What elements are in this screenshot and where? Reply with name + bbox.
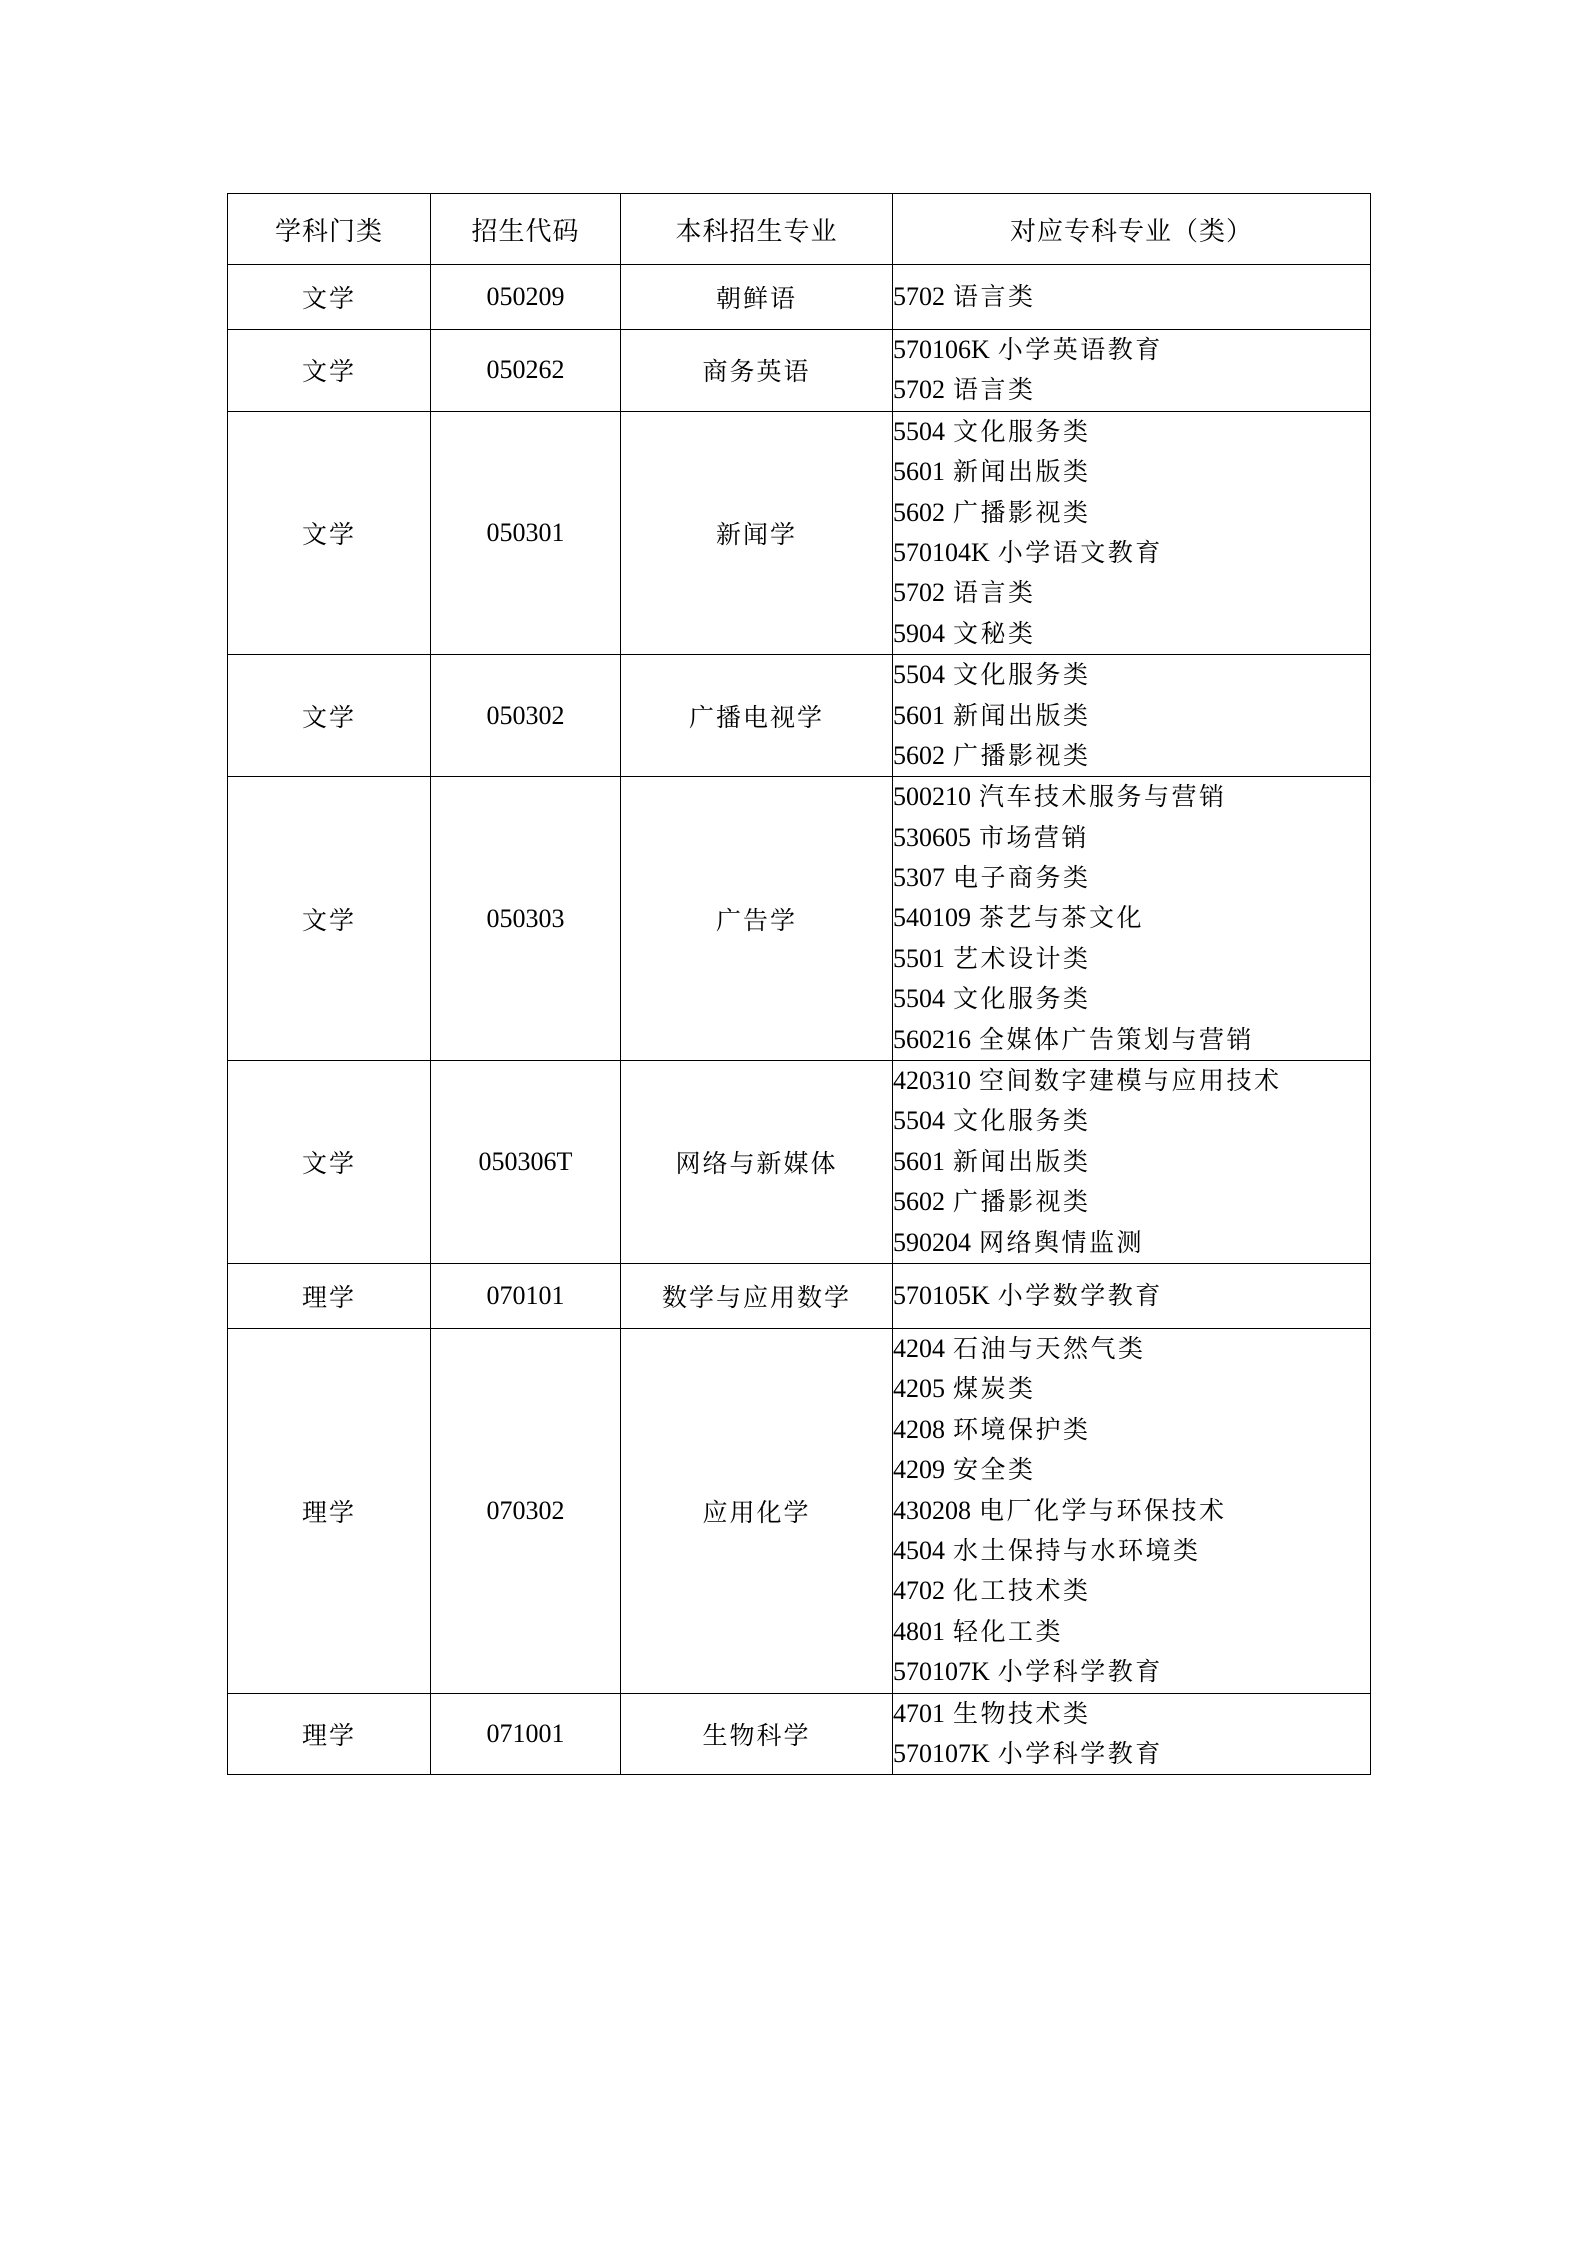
associate-item	[893, 858, 1370, 898]
cell-code: 050209	[431, 265, 621, 330]
cell-associate-list	[893, 411, 1371, 654]
associate-name: 生物技术类	[953, 1698, 1091, 1728]
associate-item	[893, 818, 1370, 858]
associate-name: 语言类	[953, 375, 1036, 405]
associate-name: 广播影视类	[953, 1187, 1091, 1217]
associate-code: 4209	[893, 1455, 945, 1485]
document-page	[227, 193, 1370, 1775]
associate-code: 570106K	[893, 335, 990, 364]
table-header	[228, 194, 1371, 265]
table-row	[228, 1061, 1371, 1264]
cell-category: 文学	[228, 330, 431, 412]
table-row	[228, 1328, 1371, 1693]
associate-item	[893, 777, 1370, 817]
associate-item	[893, 939, 1370, 979]
associate-name: 广播影视类	[953, 497, 1091, 527]
associate-name: 电厂化学与环保技术	[979, 1495, 1227, 1525]
associate-code: 5504	[893, 984, 945, 1014]
associate-item	[893, 493, 1370, 533]
associate-name: 新闻出版类	[953, 700, 1091, 730]
associate-item	[893, 1182, 1370, 1222]
associate-code: 560216	[893, 1024, 971, 1054]
associate-name: 小学数学教育	[997, 1280, 1163, 1310]
associate-name: 市场营销	[979, 822, 1090, 852]
cell-associate-list	[893, 1061, 1371, 1264]
associate-name: 安全类	[953, 1455, 1036, 1485]
cell-code: 050306T	[431, 1061, 621, 1264]
associate-name: 新闻出版类	[953, 1146, 1091, 1176]
cell-code: 071001	[431, 1693, 621, 1775]
associate-name: 网络舆情监测	[979, 1227, 1145, 1257]
cell-major: 商务英语	[621, 330, 893, 412]
cell-code: 070302	[431, 1328, 621, 1693]
associate-item	[893, 1410, 1370, 1450]
associate-code: 5602	[893, 740, 945, 770]
cell-major: 数学与应用数学	[621, 1263, 893, 1328]
cell-major: 朝鲜语	[621, 265, 893, 330]
associate-code: 4801	[893, 1616, 945, 1646]
cell-major: 广告学	[621, 777, 893, 1061]
associate-item	[893, 696, 1370, 736]
cell-category: 文学	[228, 655, 431, 777]
cell-category: 文学	[228, 411, 431, 654]
associate-name: 电子商务类	[953, 863, 1091, 893]
associate-code: 5601	[893, 1146, 945, 1176]
associate-code: 4504	[893, 1535, 945, 1565]
associate-code: 5702	[893, 578, 945, 608]
associate-name: 语言类	[953, 281, 1036, 311]
associate-code: 570107K	[893, 1657, 990, 1687]
associate-code: 4701	[893, 1698, 945, 1728]
associate-name: 汽车技术服务与营销	[979, 782, 1227, 812]
associate-item	[893, 330, 1370, 370]
table-row	[228, 655, 1371, 777]
associate-item	[893, 277, 1370, 317]
table-row	[228, 1263, 1371, 1328]
associate-code: 570105K	[893, 1280, 990, 1310]
associate-name: 茶艺与茶文化	[979, 903, 1145, 933]
associate-code: 4205	[893, 1374, 945, 1404]
associate-item	[893, 898, 1370, 938]
associate-item	[893, 1276, 1370, 1316]
cell-code: 050262	[431, 330, 621, 412]
cell-major: 应用化学	[621, 1328, 893, 1693]
table-row	[228, 330, 1371, 412]
associate-code: 4208	[893, 1414, 945, 1444]
associate-name: 水土保持与水环境类	[953, 1535, 1201, 1565]
associate-name: 全媒体广告策划与营销	[979, 1024, 1255, 1054]
associate-code: 5602	[893, 1187, 945, 1217]
cell-major: 网络与新媒体	[621, 1061, 893, 1264]
associate-name: 石油与天然气类	[953, 1333, 1146, 1363]
associate-name: 环境保护类	[953, 1414, 1091, 1444]
associate-item	[893, 1612, 1370, 1652]
associate-item	[893, 1694, 1370, 1734]
associate-code: 4204	[893, 1333, 945, 1363]
associate-code: 5504	[893, 1106, 945, 1136]
associate-item	[893, 412, 1370, 452]
associate-item	[893, 1734, 1370, 1774]
table-row	[228, 411, 1371, 654]
cell-major: 新闻学	[621, 411, 893, 654]
associate-name: 新闻出版类	[953, 457, 1091, 487]
associate-code: 5601	[893, 700, 945, 730]
cell-major: 广播电视学	[621, 655, 893, 777]
associate-code: 430208	[893, 1495, 971, 1525]
cell-category: 文学	[228, 777, 431, 1061]
associate-name: 文化服务类	[953, 416, 1091, 446]
associate-name: 小学科学教育	[997, 1738, 1163, 1768]
cell-major: 生物科学	[621, 1693, 893, 1775]
cell-associate-list	[893, 1263, 1371, 1328]
associate-item	[893, 370, 1370, 410]
associate-name: 文化服务类	[953, 660, 1091, 690]
associate-code: 500210	[893, 782, 971, 812]
associate-name: 文秘类	[953, 618, 1036, 648]
table-body	[228, 265, 1371, 1775]
associate-code: 5602	[893, 497, 945, 527]
associate-code: 570104K	[893, 537, 990, 567]
associate-name: 广播影视类	[953, 740, 1091, 770]
associate-code: 5504	[893, 416, 945, 446]
header-category: 学科门类	[228, 194, 431, 265]
associate-item	[893, 573, 1370, 613]
cell-code: 050301	[431, 411, 621, 654]
associate-item	[893, 655, 1370, 695]
associate-name: 化工技术类	[953, 1576, 1091, 1606]
associate-name: 小学科学教育	[997, 1657, 1163, 1687]
cell-code: 050302	[431, 655, 621, 777]
associate-code: 5601	[893, 457, 945, 487]
cell-category: 理学	[228, 1263, 431, 1328]
cell-category: 文学	[228, 265, 431, 330]
associate-code: 420310	[893, 1066, 971, 1096]
associate-code: 5307	[893, 863, 945, 893]
cell-code: 050303	[431, 777, 621, 1061]
associate-name: 语言类	[953, 578, 1036, 608]
associate-item	[893, 533, 1370, 573]
associate-code: 4702	[893, 1576, 945, 1606]
associate-item	[893, 1223, 1370, 1263]
associate-item	[893, 1571, 1370, 1611]
associate-code: 570107K	[893, 1738, 990, 1768]
associate-code: 5702	[893, 281, 945, 311]
associate-code: 5702	[893, 375, 945, 405]
associate-item	[893, 979, 1370, 1019]
associate-item	[893, 1061, 1370, 1101]
associate-name: 艺术设计类	[953, 943, 1091, 973]
cell-code: 070101	[431, 1263, 621, 1328]
associate-item	[893, 1369, 1370, 1409]
associate-item	[893, 1491, 1370, 1531]
table-row	[228, 777, 1371, 1061]
associate-name: 轻化工类	[953, 1616, 1064, 1646]
associate-name: 小学英语教育	[997, 335, 1163, 364]
table-row	[228, 265, 1371, 330]
associate-name: 小学语文教育	[997, 537, 1163, 567]
associate-code: 5904	[893, 618, 945, 648]
cell-associate-list	[893, 655, 1371, 777]
cell-associate-list	[893, 1693, 1371, 1775]
associate-item	[893, 614, 1370, 654]
cell-category: 理学	[228, 1693, 431, 1775]
cell-associate-list	[893, 777, 1371, 1061]
associate-name: 文化服务类	[953, 984, 1091, 1014]
cell-associate-list	[893, 265, 1371, 330]
header-row	[228, 194, 1371, 265]
associate-code: 590204	[893, 1227, 971, 1257]
cell-category: 文学	[228, 1061, 431, 1264]
associate-item	[893, 1142, 1370, 1182]
associate-code: 540109	[893, 903, 971, 933]
associate-name: 空间数字建模与应用技术	[979, 1066, 1282, 1096]
associate-code: 5504	[893, 660, 945, 690]
header-code: 招生代码	[431, 194, 621, 265]
associate-item	[893, 1652, 1370, 1692]
cell-associate-list	[893, 1328, 1371, 1693]
cell-associate-list	[893, 330, 1371, 412]
associate-name: 文化服务类	[953, 1106, 1091, 1136]
cell-category: 理学	[228, 1328, 431, 1693]
associate-item	[893, 452, 1370, 492]
associate-item	[893, 1531, 1370, 1571]
associate-code: 530605	[893, 822, 971, 852]
table-row	[228, 1693, 1371, 1775]
header-major: 本科招生专业	[621, 194, 893, 265]
associate-name: 煤炭类	[953, 1374, 1036, 1404]
associate-code: 5501	[893, 943, 945, 973]
associate-item	[893, 1450, 1370, 1490]
associate-item	[893, 1101, 1370, 1141]
associate-item	[893, 1020, 1370, 1060]
associate-item	[893, 736, 1370, 776]
majors-table	[227, 193, 1371, 1775]
associate-item	[893, 1329, 1370, 1369]
header-associate: 对应专科专业（类）	[893, 194, 1371, 265]
